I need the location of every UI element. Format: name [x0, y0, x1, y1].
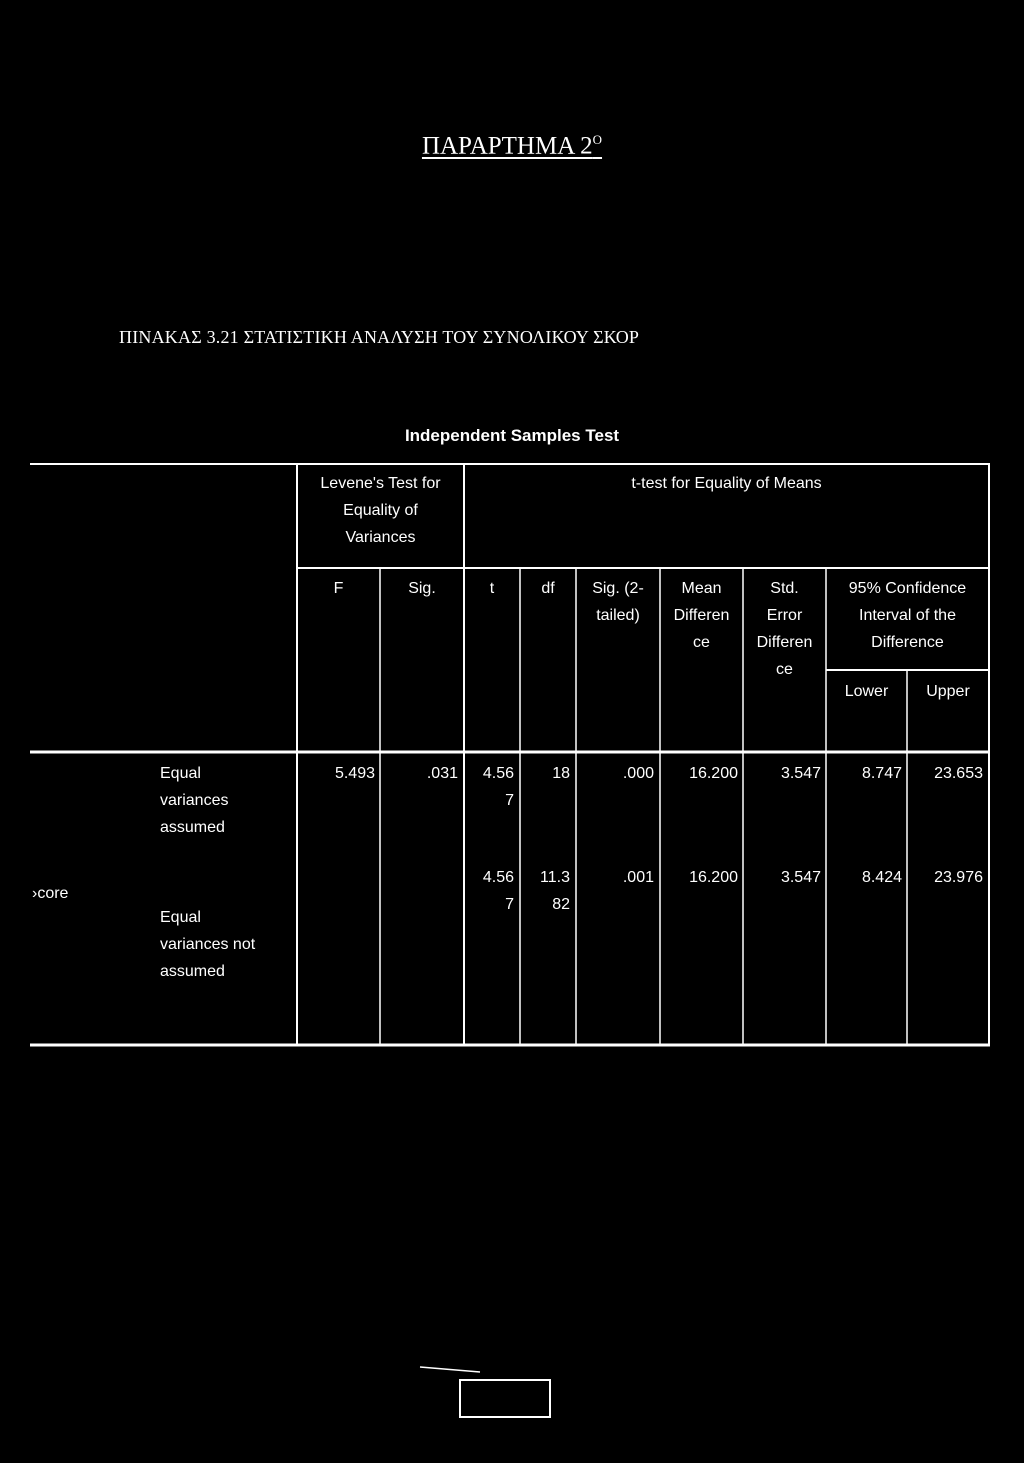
table-cell-t: 4.56 7 [482, 765, 514, 809]
table-cell-lower: 8.747 [861, 765, 902, 782]
table-cell-std-error: 3.547 [780, 869, 821, 886]
header-ttest: t-test for Equality of Means [631, 475, 822, 492]
col-header-sig: Sig. [408, 580, 436, 597]
col-header-t: t [489, 580, 495, 597]
table-cell-sig: .031 [426, 765, 458, 782]
table-cell-df: 18 [552, 765, 570, 782]
appendix-heading-superscript: Ο [592, 132, 603, 147]
col-header-f: F [333, 580, 344, 597]
table-cell-df: 11.3 82 [540, 869, 570, 913]
table-cell-upper: 23.976 [934, 869, 983, 886]
appendix-heading: ΠΑΡΑΡΤΗΜΑ $2^O$ [421, 132, 603, 160]
row-label-equal-variances-not-assumed: Equal variances not assumed [160, 909, 256, 980]
col-header-sig-2-tailed: Sig. (2- tailed) [592, 580, 644, 624]
col-header-df: df [541, 580, 555, 597]
table-cell-std-error: 3.547 [780, 765, 821, 782]
table-cell-sig-2-tailed: .001 [622, 869, 654, 886]
col-header-std-error-difference: Std. Error Differen ce [756, 580, 813, 678]
col-header-confidence-interval: 95% Confidence Interval of the Difference [848, 580, 967, 651]
table-caption: ΠΙΝΑΚΑΣ 3.21 ΣΤΑΤΙΣΤΙΚΗ ΑΝΑΛΥΣΗ ΤΟΥ ΣΥΝΟΛΙΚΟΥ ΣΚΟΡ [119, 327, 640, 347]
table-cell-sig-2-tailed: .000 [622, 765, 654, 782]
table-cell-mean-difference: 16.200 [689, 869, 738, 886]
table-cell-upper: 23.653 [934, 765, 983, 782]
page-number-box [460, 1380, 550, 1417]
col-header-mean-difference: Mean Differen ce [673, 580, 730, 651]
table-cell-lower: 8.424 [861, 869, 902, 886]
col-header-upper: Upper [926, 683, 970, 700]
header-levene: Levene's Test for Equality of Variances [320, 475, 441, 546]
variable-label: ›core [32, 885, 69, 902]
table-title: Independent Samples Test [404, 426, 620, 445]
table-cell-f: 5.493 [334, 765, 375, 782]
col-header-lower: Lower [844, 683, 889, 700]
table-cell-t: 4.56 7 [482, 869, 514, 913]
table-cell-mean-difference: 16.200 [689, 765, 738, 782]
row-label-equal-variances-assumed: Equal variances assumed [160, 765, 229, 836]
